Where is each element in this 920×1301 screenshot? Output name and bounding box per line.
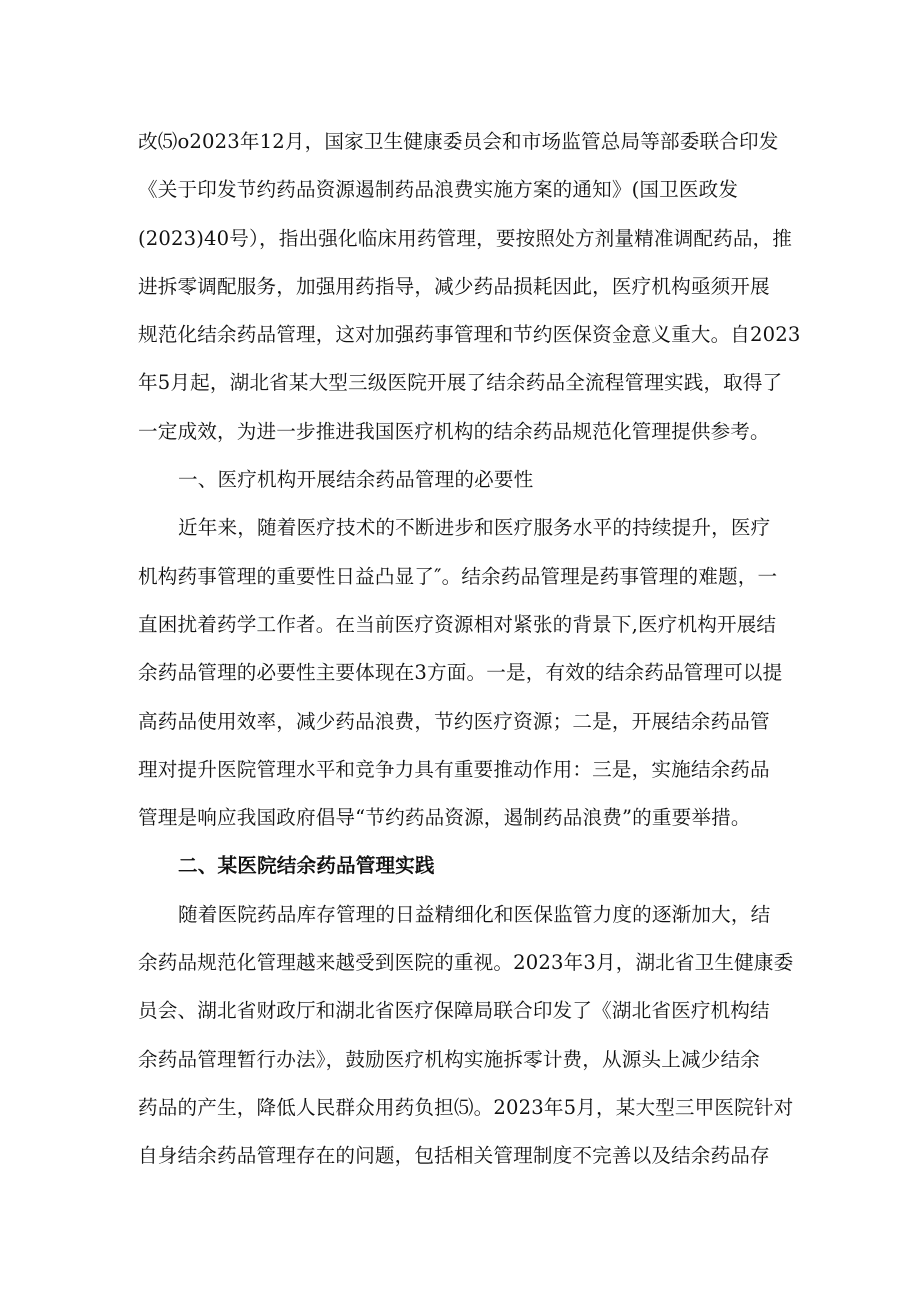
text-line: 余药品管理的必要性主要体现在3方面。一是，有效的结余药品管理可以提 xyxy=(138,661,783,685)
section-heading-1: 一、医疗机构开展结余药品管理的必要性 xyxy=(178,468,534,492)
text-line: 管理是响应我国政府倡导“节约药品资源，遏制药品浪费”的重要举措。 xyxy=(138,806,751,830)
text-line: 年5月起，湖北省某大型三级医院开展了结余药品全流程管理实践，取得了 xyxy=(138,371,783,395)
text-line: 进拆零调配服务，加强用药指导，减少药品损耗因此，医疗机构亟须开展 xyxy=(138,274,770,298)
text-line: 自身结余药品管理存在的问题，包括相关管理制度不完善以及结余药品存 xyxy=(138,1144,770,1168)
text-line: 余药品规范化管理越来越受到医院的重视。2023年3月，湖北省卫生健康委 xyxy=(138,951,794,975)
paragraph-2 xyxy=(138,504,788,842)
text-line: (2023)40号），指出强化临床用药管理，要按照处方剂量精准调配药品，推 xyxy=(138,226,793,250)
text-line: 一定成效，为进一步推进我国医疗机构的结余药品规范化管理提供参考。 xyxy=(138,419,770,443)
text-line: 规范化结余药品管理，这对加强药事管理和节约医保资金意义重大。自2023 xyxy=(138,323,801,347)
text-line: 理对提升医院管理水平和竞争力具有重要推动作用：三是，实施结余药品 xyxy=(138,757,770,781)
text-line: 随着医院药品库存管理的日益精细化和医保监管力度的逐渐加大，结 xyxy=(178,902,771,926)
text-line: 员会、湖北省财政厅和湖北省医疗保障局联合印发了《湖北省医疗机构结 xyxy=(138,999,770,1023)
text-line: 直困扰着药学工作者。在当前医疗资源相对紧张的背景下,医疗机构开展结 xyxy=(138,612,777,636)
section-heading-2: 二、某医院结余药品管理实践 xyxy=(178,854,435,878)
paragraph-1 xyxy=(138,118,801,456)
text-line: 余药品管理暂行办法》，鼓励医疗机构实施拆零计费，从源头上减少结余 xyxy=(138,1047,760,1071)
paragraph-3 xyxy=(138,891,794,1181)
text-line: 近年来，随着医疗技术的不断进步和医疗服务水平的持续提升，医疗 xyxy=(178,516,771,540)
document-body xyxy=(138,118,801,1181)
text-line: 改⑸o2023年12月，国家卫生健康委员会和市场监管总局等部委联合印发 xyxy=(138,130,779,153)
text-line: 药品的产生，降低人民群众用药负担⑸。2023年5月，某大型三甲医院针对 xyxy=(138,1095,794,1119)
text-line: 机构药事管理的重要性日益凸显了″。结余药品管理是药事管理的难题，一 xyxy=(138,564,778,588)
text-line: 《关于印发节约药品资源遏制药品浪费实施方案的通知》(国卫医政发 xyxy=(138,178,739,202)
text-line: 高药品使用效率，减少药品浪费，节约医疗资源；二是，开展结余药品管 xyxy=(138,709,770,733)
